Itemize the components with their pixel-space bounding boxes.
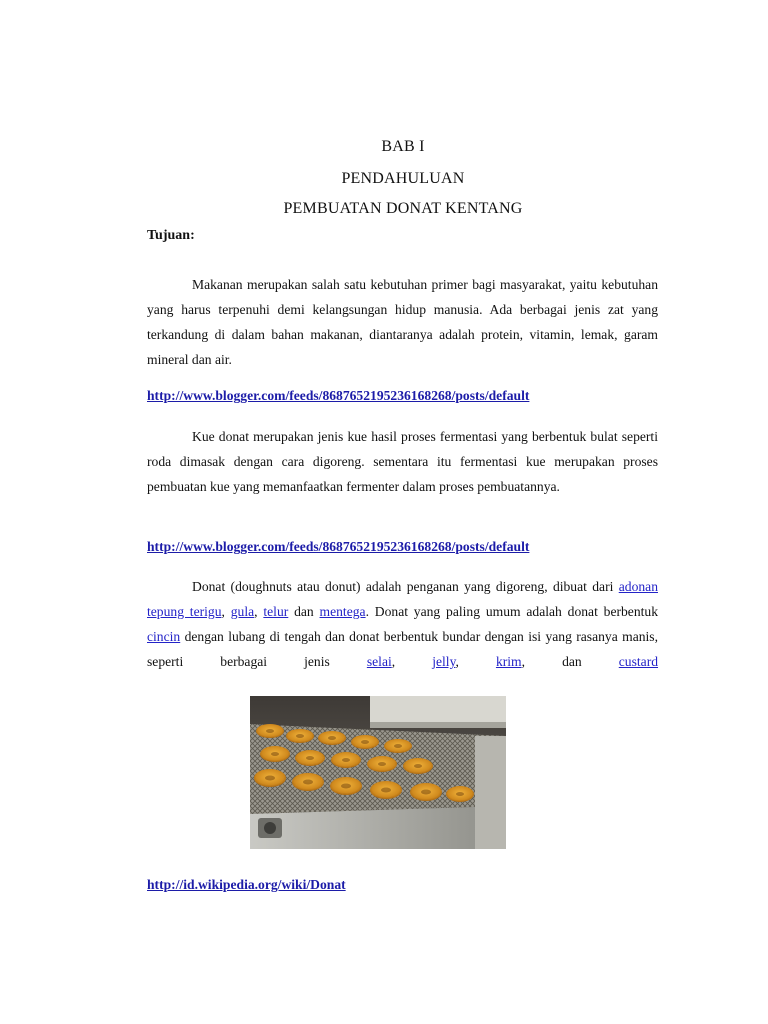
text-segment: ,: [455, 654, 496, 669]
link-cincin[interactable]: cincin: [147, 629, 181, 644]
link-custard[interactable]: custard: [618, 654, 659, 669]
text-segment: dan: [288, 604, 320, 619]
purpose-label: Tujuan:: [147, 228, 195, 243]
link-krim[interactable]: krim: [495, 654, 522, 669]
link-tepung-terigu[interactable]: tepung terigu: [147, 604, 222, 619]
source-link-wikipedia[interactable]: http://id.wikipedia.org/wiki/Donat: [147, 877, 346, 892]
text-segment: ,: [391, 654, 433, 669]
source-link-blogger-2[interactable]: http://www.blogger.com/feeds/8687652195236168268/posts/default: [147, 539, 530, 554]
link-jelly[interactable]: jelly: [432, 654, 456, 669]
paragraph-food-needs-text: Makanan merupakan salah satu kebutuhan primer bagi masyarakat, yaitu kebutuhan yang harus terpenuhi demi kelangsungan hidup manusia. Ada berbagai jenis zat yang terkandung di dalam bahan makanan, diantaranya adalah protein, vitamin, lemak, garam mineral dan air.: [147, 277, 658, 367]
chapter-heading: BAB I: [381, 138, 425, 155]
link-selai[interactable]: selai: [366, 654, 392, 669]
text-segment: . Donat yang paling umum adalah donat berbentuk: [365, 604, 659, 619]
paragraph-food-needs: [147, 272, 658, 372]
donut-conveyor-illustration: [250, 696, 506, 849]
text-segment: , dan: [521, 654, 619, 669]
link-telur[interactable]: telur: [263, 604, 289, 619]
donut-conveyor-photo: [250, 696, 506, 849]
link-adonan[interactable]: adonan: [618, 579, 658, 594]
text-segment: dengan lubang di tengah dan donat berbentuk bundar dengan isi yang rasanya manis, seperti berbagai jenis: [147, 629, 658, 669]
paragraph-donut-definition: [147, 574, 658, 674]
document-title: PEMBUATAN DONAT KENTANG: [283, 200, 523, 217]
text-segment: Donat (doughnuts atau donut) adalah penganan yang digoreng, dibuat dari: [192, 579, 619, 594]
paragraph-donut-fermentation: [147, 424, 658, 499]
text-segment: ,: [221, 604, 231, 619]
text-segment: ,: [254, 604, 264, 619]
paragraph-donut-fermentation-text: Kue donat merupakan jenis kue hasil proses fermentasi yang berbentuk bulat seperti roda dimasak dengan cara digoreng. sementara itu fermentasi kue merupakan proses pembuatan kue yang memanfaatkan fermenter dalam proses pembuatannya.: [147, 429, 658, 494]
source-link-blogger-1[interactable]: http://www.blogger.com/feeds/8687652195236168268/posts/default: [147, 388, 530, 403]
section-heading: PENDAHULUAN: [341, 170, 465, 187]
link-gula[interactable]: gula: [230, 604, 255, 619]
link-mentega[interactable]: mentega: [319, 604, 366, 619]
